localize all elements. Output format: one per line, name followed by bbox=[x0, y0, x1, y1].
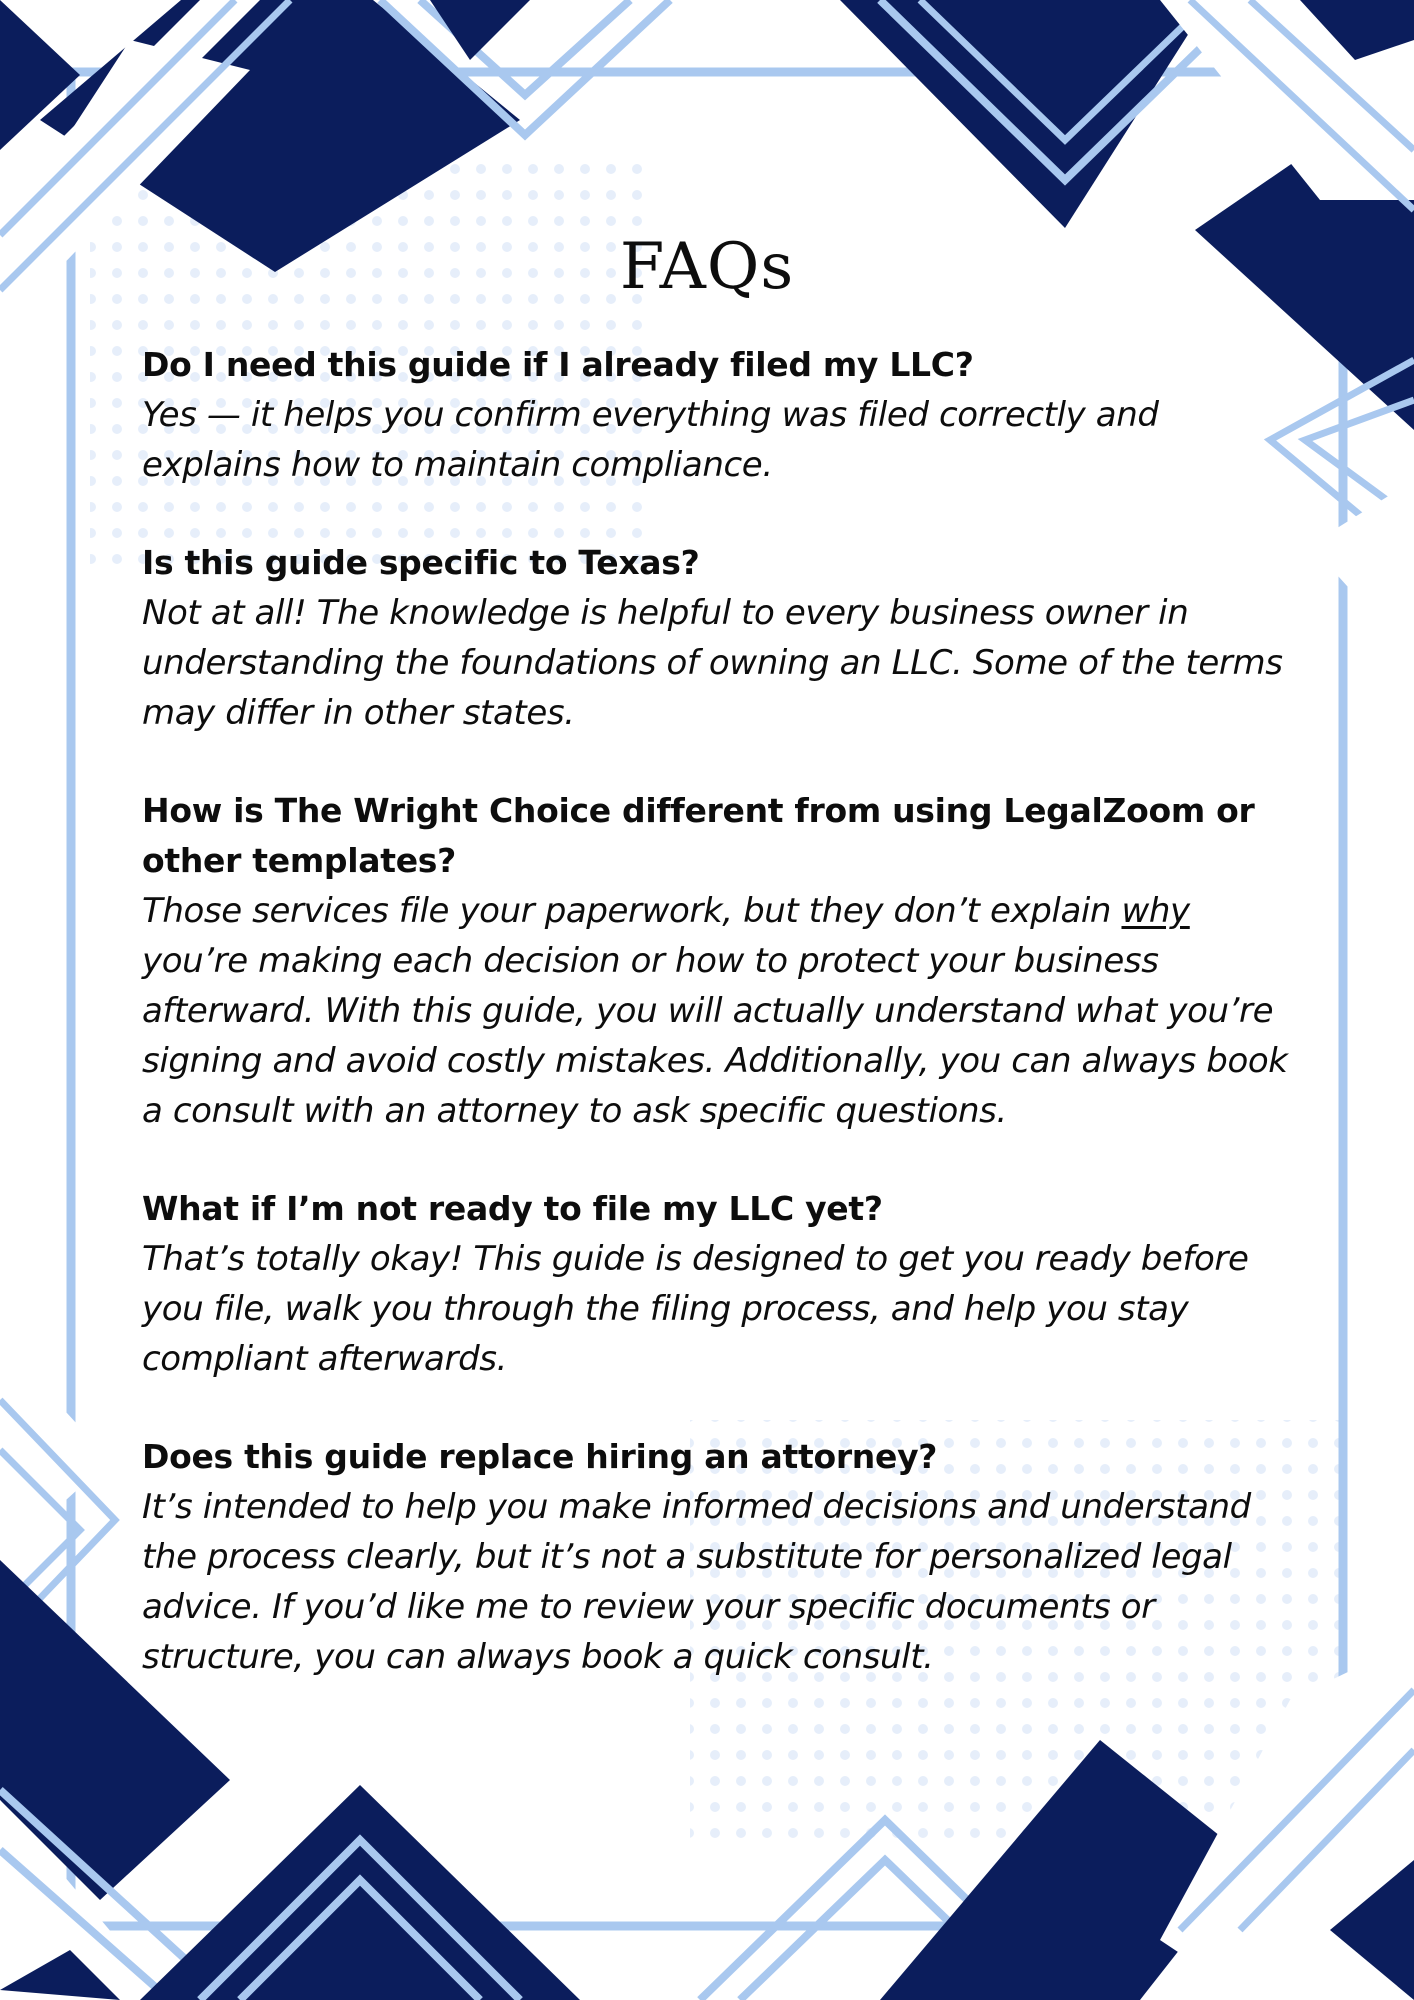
navy-diamond-top-right bbox=[840, 0, 1210, 228]
faq-item-not-ready bbox=[142, 1184, 1292, 1384]
faq-answer: That’s totally okay! This guide is designed to get you ready before you file, walk you through the filing process, and help you stay compliant afterwards. bbox=[142, 1239, 1249, 1379]
faq-item-legalzoom bbox=[142, 786, 1292, 1136]
answer-text: you’re making each decision or how to protect your business afterward. With this guide, you will actually understand what you’re signing and avoid costly mistakes. Additionally, you can always book a consult with an attorney to ask specific questions. bbox=[142, 941, 1288, 1131]
faq-question: What if I’m not ready to file my LLC yet? bbox=[142, 1189, 883, 1228]
faq-question: How is The Wright Choice different from using LegalZoom or other templates? bbox=[142, 791, 1255, 880]
faq-answer: Yes — it helps you confirm everything was filed correctly and explains how to maintain compliance. bbox=[142, 395, 1159, 485]
page-title: FAQs bbox=[619, 230, 795, 304]
faq-answer: Not at all! The knowledge is helpful to every business owner in understanding the foundations of owning an LLC. Some of the terms may differ in other states. bbox=[142, 593, 1283, 733]
answer-text: Those services file your paperwork, but they don’t explain bbox=[142, 891, 1122, 931]
answer-emphasis: why bbox=[1121, 891, 1190, 931]
faq-question: Do I need this guide if I already filed my LLC? bbox=[142, 345, 974, 384]
faq-question: Is this guide specific to Texas? bbox=[142, 543, 700, 582]
navy-diamond-bottom-center-left bbox=[140, 1785, 580, 2000]
faq-item-texas bbox=[142, 538, 1292, 738]
faq-answer: It’s intended to help you make informed decisions and understand the process clearly, but it’s not a substitute for personalized legal advice. If you’d like me to review your specific documents or structure, you can always book a quick consult. bbox=[142, 1487, 1251, 1677]
faq-question: Does this guide replace hiring an attorney? bbox=[142, 1437, 938, 1476]
faq-answer bbox=[142, 886, 1292, 1136]
faq-item-attorney bbox=[142, 1432, 1292, 1682]
faq-item-filed-llc bbox=[142, 340, 1292, 490]
faq-content bbox=[142, 230, 1292, 1730]
